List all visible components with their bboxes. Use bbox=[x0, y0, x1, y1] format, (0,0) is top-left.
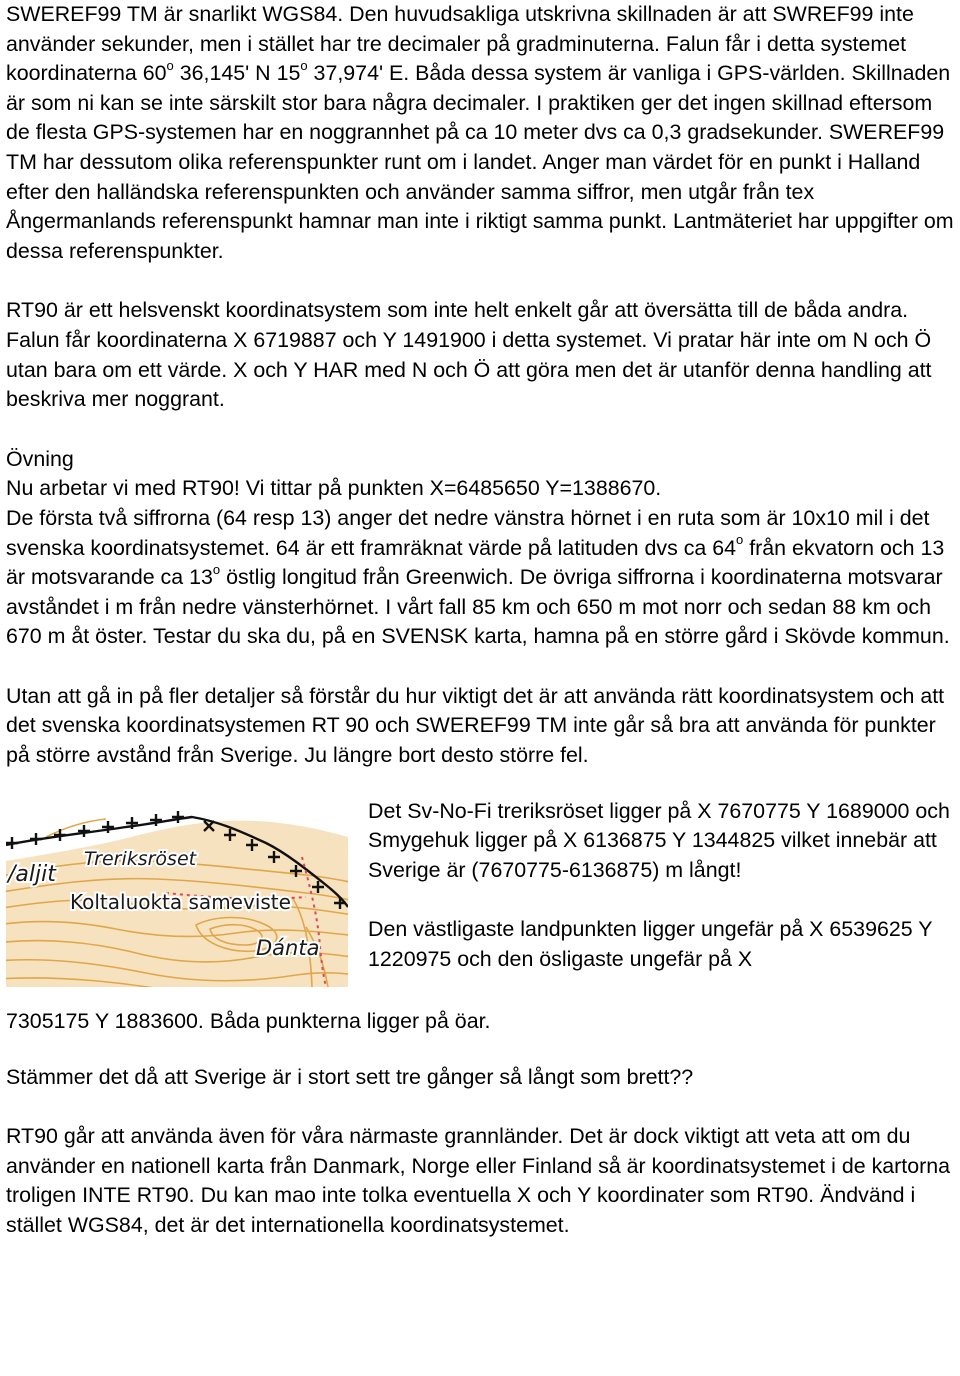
paragraph-coordinate-systems: Utan att gå in på fler detaljer så förstår du hur viktigt det är att använda rätt koordinatsystem och att det svenska koordinatsystemen RT 90 och SWEREF99 TM inte går så bra att använda för punkter på större avstånd från Sverige. Ju längre bort desto större fel. bbox=[6, 683, 945, 768]
paragraph-rt90: RT90 är ett helsvenskt koordinatsystem som inte helt enkelt går att översätta till de båda andra. Falun får koordinaterna X 6719887 och Y 1491900 i detta systemet. Vi pratar här inte om N och Ö utan bara om ett värde. X och Y HAR med N och Ö att göra men det är utanför denna handling att beskriva mer noggrant. bbox=[6, 298, 932, 412]
explanation-text-b: från ekvatorn och 13 är motsvarande ca 13 bbox=[6, 535, 945, 590]
document-body bbox=[6, 0, 956, 1241]
degree-sign: o bbox=[300, 58, 308, 74]
paragraph-sweref99 bbox=[6, 0, 956, 266]
topographic-map-image bbox=[6, 797, 348, 987]
paragraph-ovning-explanation bbox=[6, 504, 956, 652]
degree-sign: o bbox=[166, 58, 174, 74]
ovning-line: Nu arbetar vi med RT90! Vi tittar på punkten X=6485650 Y=1388670. bbox=[6, 476, 662, 501]
paragraph-question: Stämmer det då att Sverige är i stort sett tre gånger så långt som brett?? bbox=[6, 1064, 694, 1089]
paragraph-extreme-points: Den västligaste landpunkten ligger ungefär på X 6539625 Y 1220975 och den ösligaste ungefär på X bbox=[368, 917, 933, 972]
paragraph-sweref99-text-c: 37,974' E. Båda dessa system är vanliga i GPS-världen. Skillnaden är som ni kan se inte särskilt stor bara några decimaler. I praktiken ger det ingen skillnad eftersom de flesta GPS-systemen har en noggrannhet på ca 10 meter dvs ca 0,3 gradsekunder. SWEREF99 TM har dessutom olika referenspunkter runt om i landet. Anger man värdet för en punkt i Halland efter den halländska referenspunkten och använder samma siffror, men utgår från tex Ångermanlands referenspunkt hamnar man inte i riktigt samma punkt. Lantmäteriet har uppgifter om dessa referenspunkter. bbox=[6, 61, 954, 263]
explanation-text-c: östlig longitud från Greenwich. De övriga siffrorna i koordinaterna motsvarar avståndet i m från nedre vänsterhörnet. I vårt fall 85 km och 650 m mot norr och sedan 88 km och 670 m åt öster. Testar du ska du, på en SVENSK karta, hamna på en större gård i Skövde kommun. bbox=[6, 565, 950, 649]
map-section bbox=[6, 797, 956, 1063]
map-label-treriksroset: Treriksröset bbox=[84, 847, 197, 870]
paragraph-treriksroset: Det Sv-No-Fi treriksröset ligger på X 7670775 Y 1689000 och Smygehuk ligger på X 6136875 Y 1344825 vilket innebär att Sverige är (7670775-6136875) m långt! bbox=[368, 798, 950, 882]
degree-sign: o bbox=[736, 532, 744, 548]
map-side-text bbox=[368, 797, 958, 975]
map-label-danta: Dánta bbox=[256, 935, 320, 960]
paragraph-sweref99-text-a: SWEREF99 TM är snarlikt WGS84. Den huvudsakliga utskrivna skillnaden är att SWREF99 inte använder sekunder, men i stället har tre decimaler på gradminuterna. Falun får i detta systemet koordinaterna 60 bbox=[6, 2, 914, 86]
degree-sign: o bbox=[212, 561, 221, 577]
map-drawing bbox=[6, 797, 348, 987]
ovning-heading: Övning bbox=[6, 446, 74, 471]
map-label-koltaluokta: Koltaluokta sameviste bbox=[70, 889, 291, 914]
paragraph-extreme-points-continued: 7305175 Y 1883600. Båda punkterna ligger på öar. bbox=[6, 1008, 491, 1033]
explanation-text-a: De första två siffrorna (64 resp 13) anger det nedre vänstra hörnet i en ruta som är 10x10 mil i det svenska koordinatsystemet. 64 är ett framräknat värde på latituden dvs ca 64 bbox=[6, 505, 930, 560]
paragraph-sweref99-text-b: 36,145' N 15 bbox=[173, 61, 301, 86]
map-label-valjit: /aljit bbox=[8, 861, 56, 887]
paragraph-neighbouring-countries: RT90 går att använda även för våra närmaste grannländer. Det är dock viktigt att veta att om du använder en nationell karta från Danmark, Norge eller Finland så är koordinatsystemet i de kartorna troligen INTE RT90. Du kan mao inte tolka eventuella X och Y koordinater som RT90. Ändvänd i stället WGS84, det är det internationella koordinatsystemet. bbox=[6, 1124, 951, 1238]
